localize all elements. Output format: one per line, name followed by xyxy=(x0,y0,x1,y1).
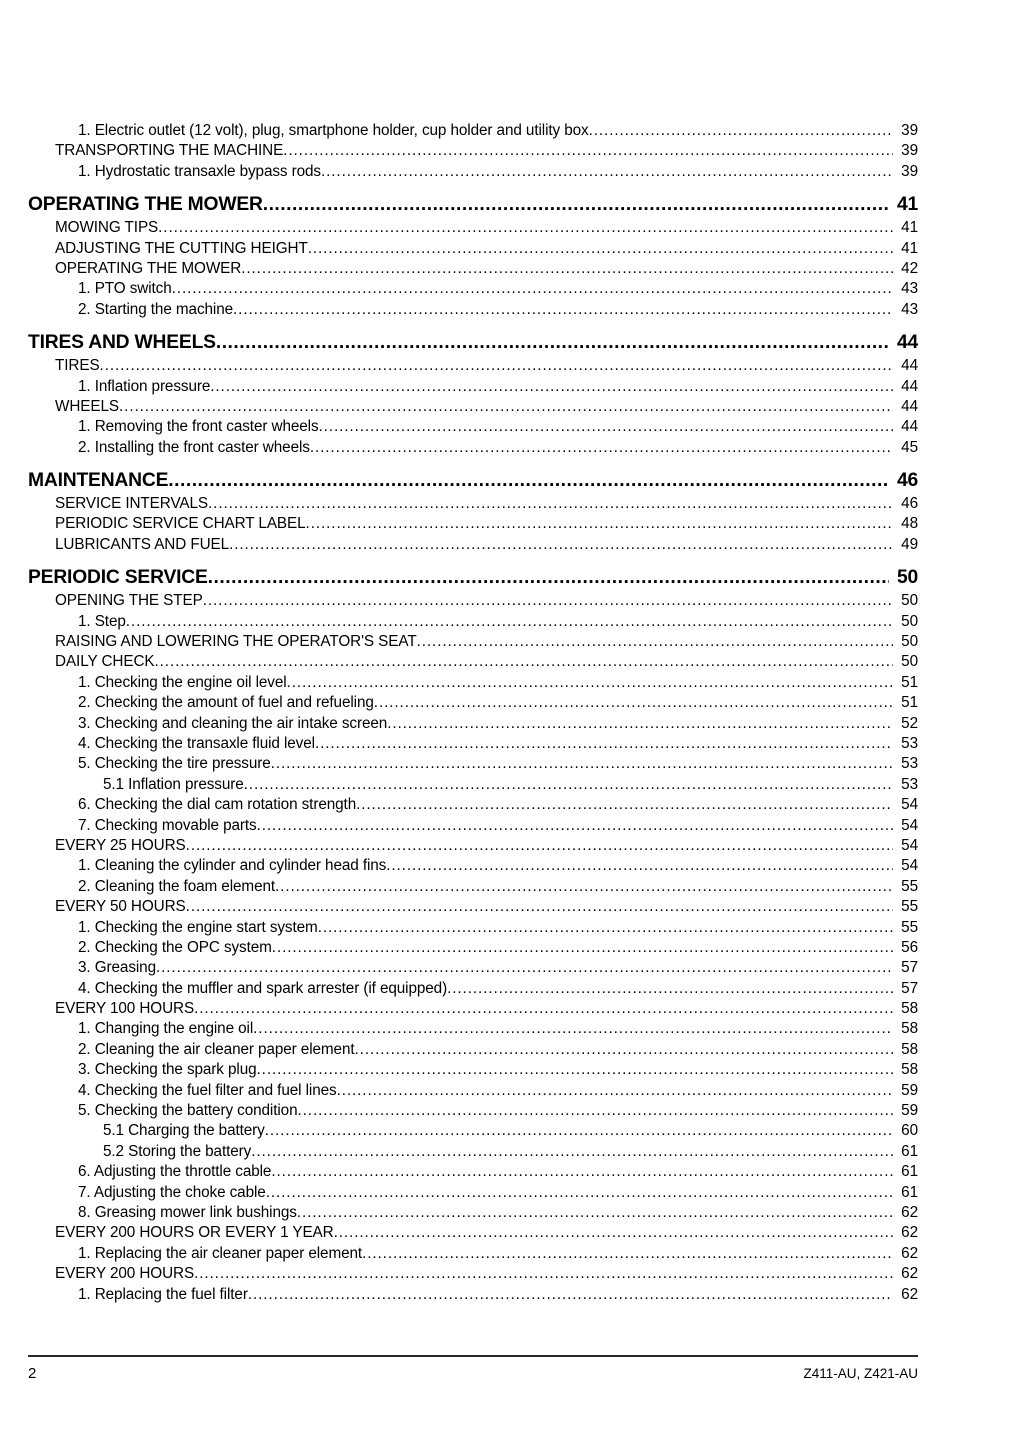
toc-leader-dots xyxy=(308,241,893,256)
toc-entry-page-number: 46 xyxy=(896,470,918,492)
toc-leader-dots xyxy=(155,654,894,669)
toc-entry-label: ADJUSTING THE CUTTING HEIGHT xyxy=(55,239,308,257)
toc-entry-label: 2. Installing the front caster wheels xyxy=(78,438,310,456)
toc-entry-row[interactable] xyxy=(55,836,918,856)
toc-entry-page-number: 53 xyxy=(901,734,918,752)
toc-leader-dots xyxy=(310,440,893,455)
toc-leader-dots xyxy=(208,568,889,587)
toc-entry-row[interactable] xyxy=(78,1060,918,1080)
toc-leader-dots xyxy=(386,858,893,873)
toc-entry-row[interactable] xyxy=(78,1101,918,1121)
toc-entry-page-number: 46 xyxy=(901,495,918,513)
toc-leader-dots xyxy=(374,695,893,710)
toc-leader-dots xyxy=(283,143,893,158)
toc-entry-label: 2. Checking the OPC system xyxy=(78,938,272,956)
footer-divider xyxy=(28,1355,918,1357)
toc-entry-row[interactable] xyxy=(78,856,918,876)
toc-entry-label: 2. Checking the amount of fuel and refueling xyxy=(78,694,374,712)
toc-entry-row[interactable] xyxy=(55,1223,918,1243)
toc-entry-page-number: 61 xyxy=(901,1163,918,1181)
toc-entry-page-number: 41 xyxy=(901,219,918,237)
toc-entry-page-number: 49 xyxy=(901,535,918,553)
toc-entry-label: OPENING THE STEP xyxy=(55,592,203,610)
toc-entry-label: WHEELS xyxy=(55,397,120,415)
toc-entry-row[interactable] xyxy=(78,979,918,999)
toc-entry-page-number: 50 xyxy=(901,633,918,651)
toc-entry-page-number: 59 xyxy=(901,1102,918,1120)
toc-entry-row[interactable] xyxy=(78,938,918,958)
toc-entry-label: 8. Greasing mower link bushings xyxy=(78,1203,297,1221)
toc-leader-dots xyxy=(216,333,889,352)
toc-entry-page-number: 41 xyxy=(901,239,918,257)
toc-entry-row[interactable] xyxy=(55,356,918,376)
toc-entry-row[interactable] xyxy=(78,1183,918,1203)
toc-entry-label: TIRES xyxy=(55,357,100,375)
toc-leader-dots xyxy=(194,1266,893,1281)
toc-entry-row[interactable] xyxy=(78,1040,918,1060)
toc-entry-page-number: 44 xyxy=(901,357,918,375)
toc-entry-row[interactable] xyxy=(78,121,918,141)
toc-entry-page-number: 54 xyxy=(901,836,918,854)
toc-entry-label: EVERY 50 HOURS xyxy=(55,898,186,916)
toc-entry-row[interactable] xyxy=(78,1019,918,1039)
footer-document-code: Z411-AU, Z421-AU xyxy=(803,1366,918,1381)
toc-entry-label: PERIODIC SERVICE CHART LABEL xyxy=(55,515,306,533)
toc-entry-page-number: 53 xyxy=(901,755,918,773)
toc-entry-row[interactable] xyxy=(78,377,918,397)
toc-leader-dots xyxy=(319,419,893,434)
toc-entry-label: 5.2 Storing the battery xyxy=(103,1142,252,1160)
toc-leader-dots xyxy=(186,899,893,914)
toc-entry-page-number: 50 xyxy=(901,653,918,671)
toc-entry-label: 2. Cleaning the foam element xyxy=(78,877,276,895)
toc-entry-page-number: 50 xyxy=(901,612,918,630)
toc-entry-page-number: 44 xyxy=(901,397,918,415)
toc-entry-row[interactable] xyxy=(78,1244,918,1264)
toc-leader-dots xyxy=(168,471,889,490)
toc-entry-page-number: 54 xyxy=(901,816,918,834)
toc-entry-page-number: 61 xyxy=(901,1142,918,1160)
toc-entry-page-number: 41 xyxy=(896,194,918,216)
toc-entry-row[interactable] xyxy=(78,612,918,632)
toc-entry-label: 6. Adjusting the throttle cable xyxy=(78,1163,272,1181)
toc-leader-dots xyxy=(158,220,893,235)
toc-entry-label: 5. Checking the battery condition xyxy=(78,1102,298,1120)
toc-entry-page-number: 55 xyxy=(901,877,918,895)
toc-entry-page-number: 52 xyxy=(901,714,918,732)
toc-entry-page-number: 42 xyxy=(901,259,918,277)
toc-entry-page-number: 62 xyxy=(901,1203,918,1221)
toc-entry-label: 3. Greasing xyxy=(78,959,156,977)
toc-leader-dots xyxy=(271,1164,893,1179)
toc-leader-dots xyxy=(208,496,893,511)
toc-entry-row[interactable] xyxy=(78,734,918,754)
toc-entry-page-number: 54 xyxy=(901,796,918,814)
footer-page-number: 2 xyxy=(28,1365,37,1382)
toc-leader-dots xyxy=(186,838,893,853)
toc-entry-page-number: 55 xyxy=(901,918,918,936)
toc-entry-page-number: 51 xyxy=(901,673,918,691)
toc-entry-row[interactable] xyxy=(78,877,918,897)
toc-entry-label: 4. Checking the fuel filter and fuel lines xyxy=(78,1081,337,1099)
toc-leader-dots xyxy=(417,634,893,649)
toc-leader-dots xyxy=(321,164,893,179)
toc-entry-label: 6. Checking the dial cam rotation strength xyxy=(78,796,357,814)
toc-leader-dots xyxy=(334,1225,893,1240)
toc-leader-dots xyxy=(244,777,893,792)
toc-leader-dots xyxy=(266,1185,893,1200)
toc-entry-row[interactable] xyxy=(103,1142,918,1162)
toc-leader-dots xyxy=(315,736,893,751)
toc-entry-page-number: 62 xyxy=(901,1265,918,1283)
toc-leader-dots xyxy=(355,1042,893,1057)
toc-entry-row[interactable] xyxy=(55,218,918,238)
toc-leader-dots xyxy=(287,675,893,690)
toc-entry-row[interactable] xyxy=(103,1121,918,1141)
table-of-contents xyxy=(28,121,918,1305)
toc-entry-label: 1. Checking the engine start system xyxy=(78,918,318,936)
toc-entry-page-number: 58 xyxy=(901,1061,918,1079)
toc-entry-row[interactable] xyxy=(55,897,918,917)
toc-entry-label: EVERY 200 HOURS OR EVERY 1 YEAR xyxy=(55,1224,334,1242)
toc-entry-page-number: 62 xyxy=(901,1285,918,1303)
toc-entry-label: SERVICE INTERVALS xyxy=(55,495,209,513)
toc-entry-page-number: 62 xyxy=(901,1244,918,1262)
toc-entry-page-number: 58 xyxy=(901,1020,918,1038)
toc-entry-row[interactable] xyxy=(78,816,918,836)
toc-entry-row[interactable] xyxy=(55,141,918,161)
toc-entry-page-number: 44 xyxy=(896,332,918,354)
toc-leader-dots xyxy=(589,123,893,138)
toc-entry-row[interactable] xyxy=(103,775,918,795)
toc-chapter-row[interactable] xyxy=(28,467,918,494)
toc-entry-page-number: 39 xyxy=(901,142,918,160)
toc-entry-page-number: 45 xyxy=(901,438,918,456)
toc-entry-label: 1. Hydrostatic transaxle bypass rods xyxy=(78,162,321,180)
toc-entry-page-number: 53 xyxy=(901,775,918,793)
toc-entry-label: 1. Removing the front caster wheels xyxy=(78,418,319,436)
toc-entry-row[interactable] xyxy=(78,714,918,734)
toc-entry-label: 1. Checking the engine oil level xyxy=(78,673,287,691)
toc-entry-label: 2. Starting the machine xyxy=(78,300,234,318)
toc-entry-label: RAISING AND LOWERING THE OPERATOR'S SEAT xyxy=(55,633,417,651)
toc-entry-row[interactable] xyxy=(78,693,918,713)
toc-entry-label: EVERY 25 HOURS xyxy=(55,836,186,854)
toc-leader-dots xyxy=(126,614,893,629)
toc-chapter-row[interactable] xyxy=(28,191,918,218)
toc-entry-row[interactable] xyxy=(55,591,918,611)
toc-entry-page-number: 44 xyxy=(901,418,918,436)
toc-entry-row[interactable] xyxy=(78,438,918,458)
toc-entry-label: 7. Adjusting the choke cable xyxy=(78,1183,266,1201)
toc-entry-row[interactable] xyxy=(78,918,918,938)
toc-leader-dots xyxy=(265,1123,893,1138)
toc-entry-label: TIRES AND WHEELS xyxy=(28,332,216,354)
toc-entry-page-number: 58 xyxy=(901,1040,918,1058)
toc-entry-row[interactable] xyxy=(55,1264,918,1284)
toc-entry-label: LUBRICANTS AND FUEL xyxy=(55,535,230,553)
toc-entry-label: DAILY CHECK xyxy=(55,653,155,671)
toc-entry-page-number: 58 xyxy=(901,1000,918,1018)
toc-leader-dots xyxy=(272,940,893,955)
toc-leader-dots xyxy=(337,1083,893,1098)
toc-leader-dots xyxy=(271,756,893,771)
toc-entry-row[interactable] xyxy=(55,535,918,555)
toc-entry-row[interactable] xyxy=(78,279,918,299)
toc-leader-dots xyxy=(297,1205,893,1220)
toc-entry-label: OPERATING THE MOWER xyxy=(28,194,263,216)
toc-entry-row[interactable] xyxy=(78,958,918,978)
toc-entry-row[interactable] xyxy=(78,754,918,774)
toc-entry-row[interactable] xyxy=(78,162,918,182)
toc-leader-dots xyxy=(356,797,893,812)
toc-leader-dots xyxy=(233,302,893,317)
toc-entry-row[interactable] xyxy=(55,514,918,534)
toc-entry-label: 1. Cleaning the cylinder and cylinder head fins xyxy=(78,857,387,875)
toc-entry-page-number: 54 xyxy=(901,857,918,875)
toc-leader-dots xyxy=(275,879,893,894)
toc-chapter-row[interactable] xyxy=(28,329,918,356)
toc-entry-label: PERIODIC SERVICE xyxy=(28,567,208,589)
toc-entry-label: 1. PTO switch xyxy=(78,280,172,298)
toc-entry-label: MAINTENANCE xyxy=(28,470,169,492)
toc-entry-page-number: 60 xyxy=(901,1122,918,1140)
toc-entry-row[interactable] xyxy=(55,652,918,672)
toc-chapter-row[interactable] xyxy=(28,564,918,591)
toc-entry-row[interactable] xyxy=(78,673,918,693)
toc-entry-page-number: 57 xyxy=(901,979,918,997)
toc-entry-label: TRANSPORTING THE MACHINE xyxy=(55,142,284,160)
toc-entry-row[interactable] xyxy=(78,1162,918,1182)
toc-entry-page-number: 59 xyxy=(901,1081,918,1099)
toc-entry-label: 5.1 Inflation pressure xyxy=(103,775,244,793)
toc-entry-page-number: 44 xyxy=(901,377,918,395)
toc-entry-page-number: 43 xyxy=(901,280,918,298)
toc-entry-row[interactable] xyxy=(78,1081,918,1101)
toc-entry-label: 4. Checking the transaxle fluid level xyxy=(78,734,315,752)
toc-entry-row[interactable] xyxy=(78,417,918,437)
toc-entry-label: 5. Checking the tire pressure xyxy=(78,755,271,773)
toc-entry-row[interactable] xyxy=(55,999,918,1019)
toc-entry-page-number: 61 xyxy=(901,1183,918,1201)
toc-entry-label: EVERY 100 HOURS xyxy=(55,1000,195,1018)
toc-leader-dots xyxy=(203,593,893,608)
toc-leader-dots xyxy=(210,379,893,394)
toc-leader-dots xyxy=(362,1246,893,1261)
toc-leader-dots xyxy=(318,920,893,935)
toc-leader-dots xyxy=(257,818,893,833)
toc-entry-label: OPERATING THE MOWER xyxy=(55,259,242,277)
toc-leader-dots xyxy=(241,261,893,276)
toc-entry-page-number: 48 xyxy=(901,515,918,533)
toc-entry-label: EVERY 200 HOURS xyxy=(55,1265,195,1283)
toc-entry-page-number: 50 xyxy=(896,567,918,589)
toc-entry-page-number: 62 xyxy=(901,1224,918,1242)
toc-entry-label: 1. Changing the engine oil xyxy=(78,1020,254,1038)
toc-entry-label: MOWING TIPS xyxy=(55,219,159,237)
toc-leader-dots xyxy=(194,1001,893,1016)
toc-leader-dots xyxy=(172,281,893,296)
toc-leader-dots xyxy=(248,1287,893,1302)
toc-entry-page-number: 43 xyxy=(901,300,918,318)
toc-leader-dots xyxy=(447,981,893,996)
toc-entry-label: 1. Replacing the fuel filter xyxy=(78,1285,248,1303)
toc-entry-label: 1. Step xyxy=(78,612,126,630)
toc-entry-label: 1. Replacing the air cleaner paper element xyxy=(78,1244,363,1262)
toc-entry-page-number: 55 xyxy=(901,898,918,916)
toc-entry-row[interactable] xyxy=(55,239,918,259)
toc-entry-row[interactable] xyxy=(78,1203,918,1223)
toc-entry-page-number: 56 xyxy=(901,938,918,956)
toc-entry-label: 1. Inflation pressure xyxy=(78,377,211,395)
toc-leader-dots xyxy=(229,537,893,552)
toc-entry-page-number: 51 xyxy=(901,694,918,712)
toc-entry-label: 3. Checking and cleaning the air intake screen xyxy=(78,714,388,732)
toc-entry-row[interactable] xyxy=(55,494,918,514)
toc-entry-page-number: 39 xyxy=(901,162,918,180)
toc-leader-dots xyxy=(156,960,893,975)
toc-leader-dots xyxy=(119,399,893,414)
toc-entry-row[interactable] xyxy=(78,795,918,815)
toc-entry-label: 1. Electric outlet (12 volt), plug, smartphone holder, cup holder and utility box xyxy=(78,122,589,139)
toc-entry-page-number: 50 xyxy=(901,592,918,610)
toc-entry-label: 7. Checking movable parts xyxy=(78,816,257,834)
toc-entry-page-number: 39 xyxy=(901,122,918,139)
toc-leader-dots xyxy=(298,1103,894,1118)
toc-leader-dots xyxy=(251,1144,893,1159)
toc-entry-row[interactable] xyxy=(55,259,918,279)
toc-entry-page-number: 57 xyxy=(901,959,918,977)
page-footer xyxy=(28,1365,918,1382)
toc-leader-dots xyxy=(306,516,893,531)
toc-entry-row[interactable] xyxy=(78,300,918,320)
toc-leader-dots xyxy=(387,716,893,731)
toc-entry-label: 5.1 Charging the battery xyxy=(103,1122,265,1140)
toc-leader-dots xyxy=(100,358,893,373)
toc-entry-row[interactable] xyxy=(55,632,918,652)
toc-entry-label: 3. Checking the spark plug xyxy=(78,1061,257,1079)
toc-leader-dots xyxy=(263,195,889,214)
toc-entry-row[interactable] xyxy=(78,1285,918,1305)
toc-leader-dots xyxy=(253,1021,893,1036)
toc-entry-row[interactable] xyxy=(55,397,918,417)
toc-entry-label: 4. Checking the muffler and spark arrester (if equipped) xyxy=(78,979,448,997)
toc-leader-dots xyxy=(257,1062,893,1077)
toc-entry-label: 2. Cleaning the air cleaner paper element xyxy=(78,1040,355,1058)
